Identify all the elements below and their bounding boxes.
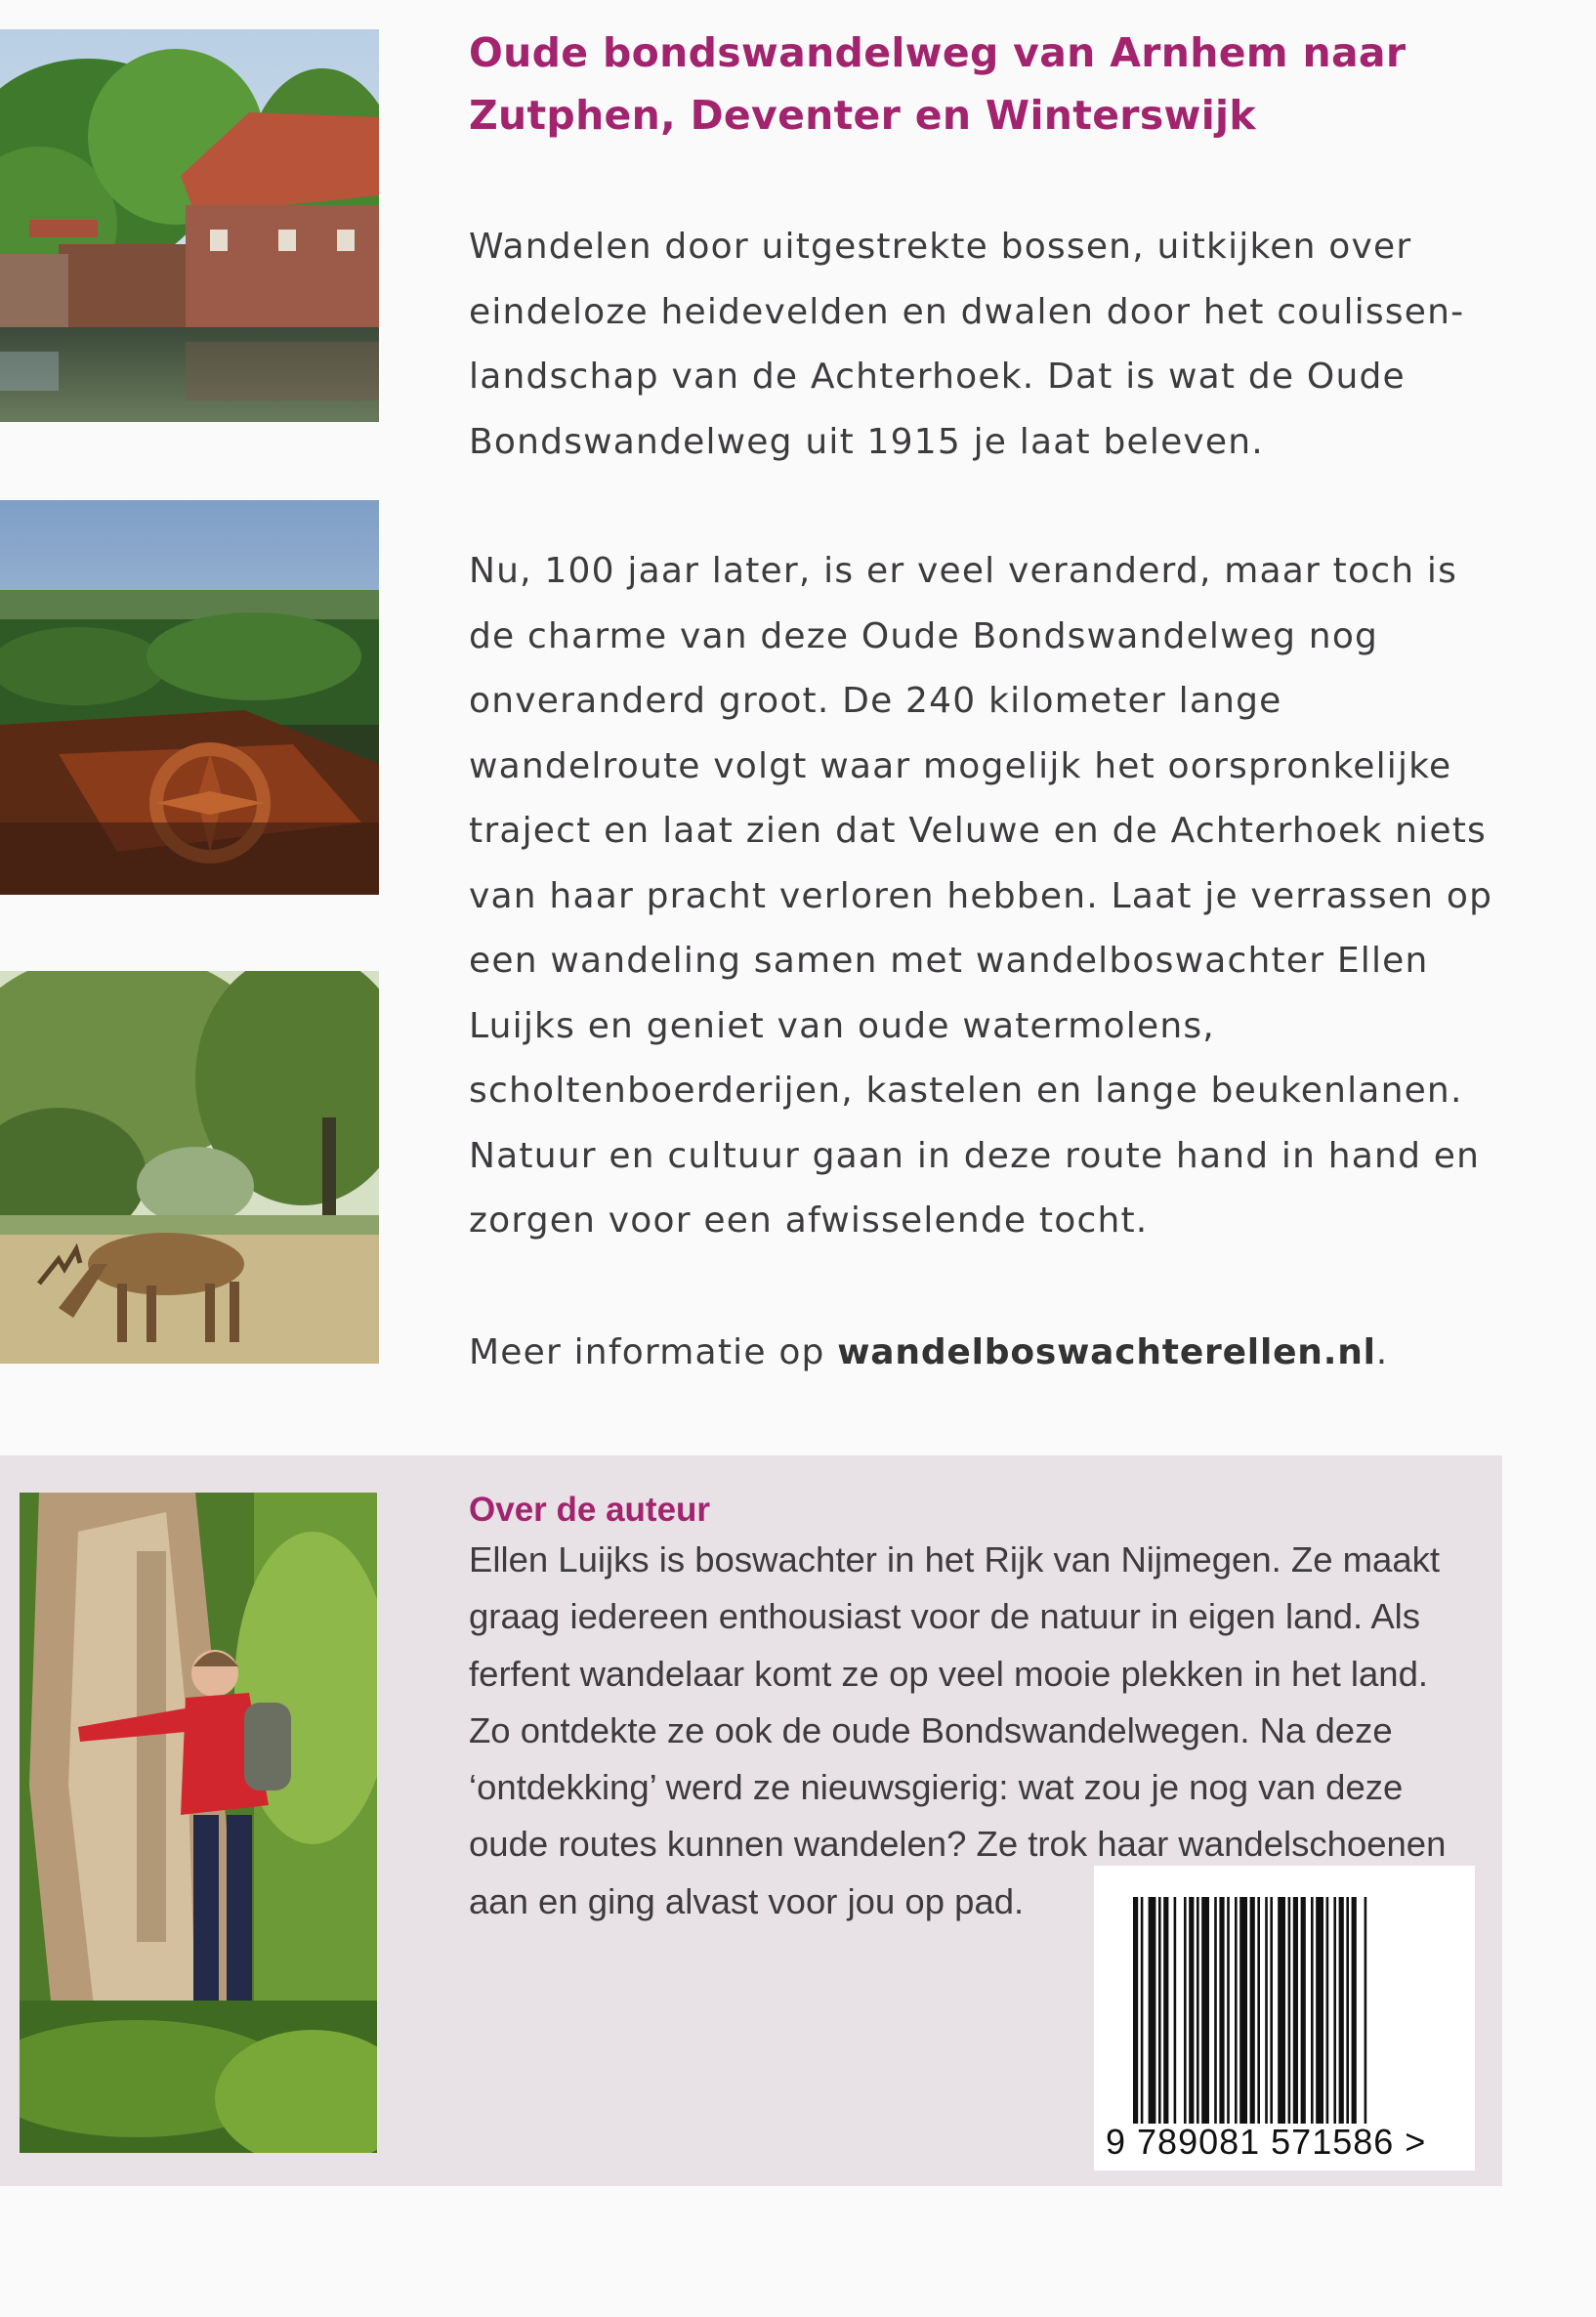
more-info-line [469, 1321, 1514, 1386]
barcode-bar [1333, 1897, 1336, 2124]
forest-compass-photo [0, 500, 379, 895]
watermill-photo [0, 29, 379, 422]
barcode-bar [1301, 1897, 1306, 2124]
barcode-bar [1158, 1897, 1161, 2124]
barcode-bar [1184, 1897, 1187, 2124]
barcode-bar [1197, 1897, 1199, 2124]
barcode-bar [1352, 1897, 1357, 2124]
barcode-bar [1133, 1897, 1138, 2124]
barcode-bar [1326, 1897, 1329, 2124]
author-bio: Ellen Luijks is boswachter in het Rijk van Nijmegen. Ze maakt graag iedereen enthousiast voor de natuur in eigen land. Als ferfent wandelaar komt ze op veel mooie plekken in het land. Zo ontdekte ze ook de oude Bondswandelwegen. Na deze ‘ontdekking’ werd ze nieuwsgierig: wat zou je nog van deze oude routes kunnen wandelen? Ze trok haar wandelschoenen aan en ging alvast voor jou op pad. [469, 1539, 1447, 1921]
author-heading: Over de auteur [469, 1491, 711, 1529]
barcode-bar [1201, 1897, 1209, 2124]
barcode-bar [1293, 1897, 1298, 2124]
author-photo [20, 1493, 377, 2153]
barcode-bar [1235, 1897, 1238, 2124]
barcode-bar [1265, 1897, 1268, 2124]
isbn-barcode [1094, 1866, 1475, 2170]
barcode-bar [1239, 1897, 1247, 2124]
website-link[interactable]: wandelboswachterellen.nl [837, 1332, 1376, 1372]
more-info-suffix: . [1375, 1332, 1389, 1372]
barcode-bar [1227, 1897, 1230, 2124]
barcode-bar [1214, 1897, 1217, 2124]
barcode-bar [1270, 1897, 1273, 2124]
barcode-bar [1141, 1897, 1144, 2124]
more-info-prefix: Meer informatie op [469, 1332, 838, 1372]
description-paragraph: Nu, 100 jaar later, is er veel veranderd, maar toch is de charme van deze Oude Bondswandelweg nog onveranderd groot. De 240 kilometer lange wandelroute volgt waar mogelijk het oorspronkelijke traject en laat zien dat Veluwe en de Achterhoek niets van haar pracht verloren hebben. Laat je verrassen op een wandeling samen met wandelboswachter Ellen Luijks en geniet van oude watermolens, scholtenboerderijen, kastelen en lange beukenlanen. Natuur en cultuur gaan in deze route hand in hand en zorgen voor een afwisselende tocht. [469, 551, 1493, 1241]
barcode-bar [1278, 1897, 1285, 2124]
barcode-bar [1288, 1897, 1291, 2124]
barcode-bar [1365, 1897, 1367, 2124]
barcode-bar [1257, 1897, 1260, 2124]
book-title: Oude bondswandelweg van Arnhem naar Zutphen, Deventer en Winterswijk [469, 29, 1407, 139]
barcode-bar [1149, 1897, 1156, 2124]
barcode-bar [1163, 1897, 1168, 2124]
intro-paragraph: Wandelen door uitgestrekte bossen, uitkijken over eindeloze heidevelden en dwalen door het coulissen-landschap van de Achterhoek. Dat is wat de Oude Bondswandelweg uit 1915 je laat beleven. [469, 227, 1465, 462]
barcode-bar [1189, 1897, 1194, 2124]
isbn-number: 9 789081 571586 > [1106, 2122, 1427, 2162]
barcode-bar [1316, 1897, 1323, 2124]
barcode-bar [1250, 1897, 1255, 2124]
barcode-bar [1311, 1897, 1314, 2124]
barcode-bar [1346, 1897, 1349, 2124]
barcode-bar [1219, 1897, 1224, 2124]
barcode-bar [1174, 1897, 1177, 2124]
barcode-bar [1339, 1897, 1344, 2124]
deer-photo [0, 971, 379, 1364]
barcode-bars [1133, 1897, 1442, 2124]
